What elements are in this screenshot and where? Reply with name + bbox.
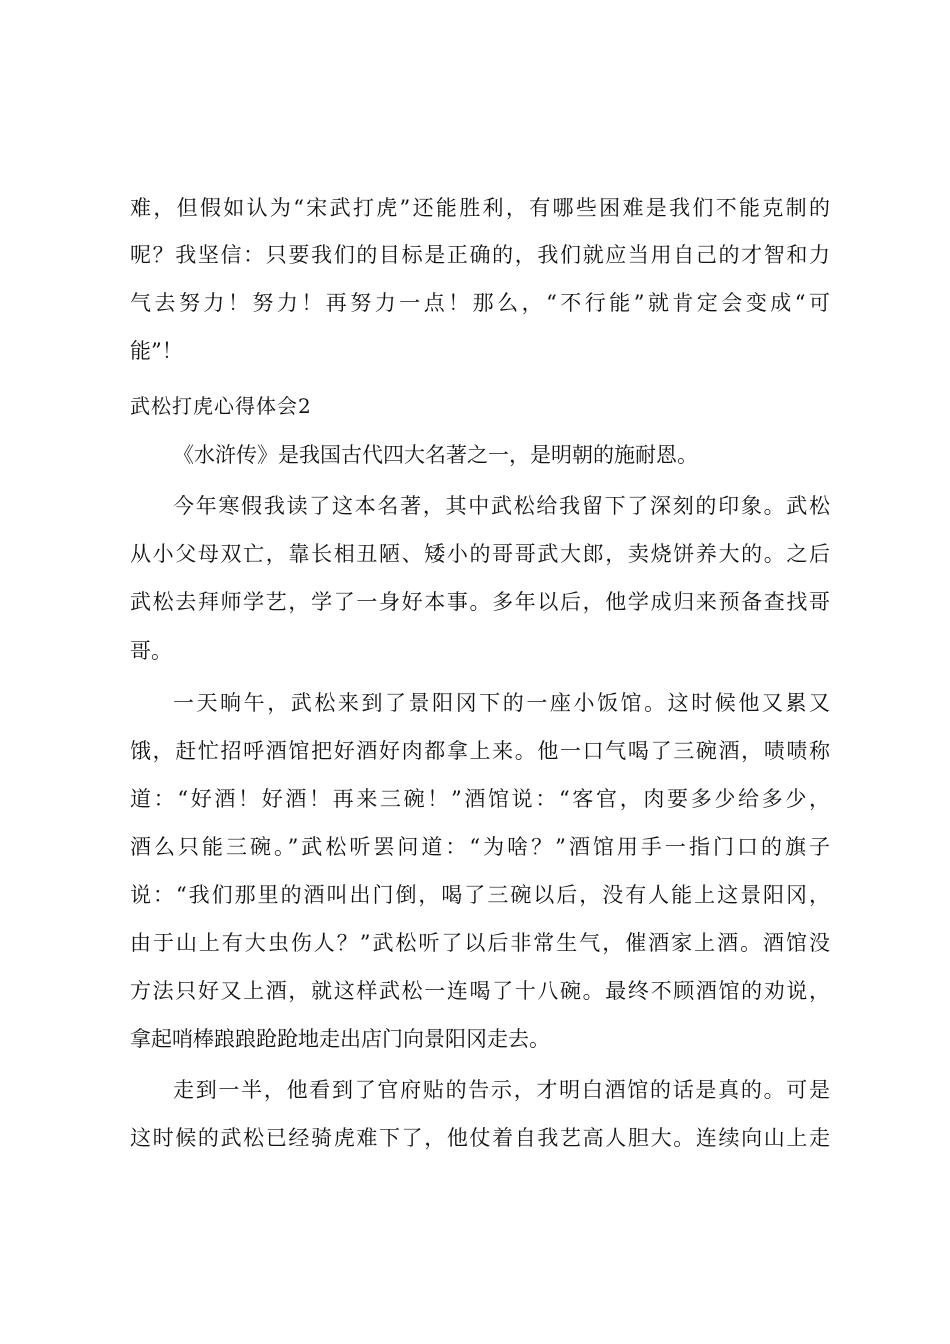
paragraph-line: 一天晌午，武松来到了景阳冈下的一座小饭馆。这时候他又累又 — [173, 691, 830, 715]
paragraph-line: 从小父母双亡，靠长相丑陋、矮小的哥哥武大郎，卖烧饼养大的。之后 — [130, 542, 830, 566]
paragraph-line: 说：“我们那里的酒叫出门倒，喝了三碗以后，没有人能上这景阳冈， — [130, 883, 830, 907]
text-line: 能”！ — [130, 339, 183, 363]
paragraph-line: 哥。 — [130, 639, 172, 663]
section-heading: 武松打虎心得体会2 — [130, 394, 312, 418]
paragraph-line: 酒么只能三碗。”武松听罢问道：“为啥？”酒馆用手一指门口的旗子 — [130, 835, 830, 859]
paragraph-line: 由于山上有大虫伤人？”武松听了以后非常生气，催酒家上酒。酒馆没 — [130, 931, 830, 955]
paragraph-line: 今年寒假我读了这本名著，其中武松给我留下了深刻的印象。武松 — [173, 494, 830, 518]
text-line: 呢？我坚信：只要我们的目标是正确的，我们就应当用自己的才智和力 — [130, 243, 830, 267]
paragraph-line: 武松去拜师学艺，学了一身好本事。多年以后，他学成归来预备查找哥 — [130, 590, 830, 614]
text-line: 难，但假如认为“宋武打虎”还能胜利，有哪些困难是我们不能克制的 — [130, 196, 830, 220]
paragraph-line: 走到一半，他看到了官府贴的告示，才明白酒馆的话是真的。可是 — [173, 1078, 830, 1102]
paragraph-line: 饿，赶忙招呼酒馆把好酒好肉都拿上来。他一口气喝了三碗酒，啧啧称 — [130, 739, 830, 763]
paragraph-line: 拿起哨棒踉踉跄跄地走出店门向景阳冈走去。 — [130, 1027, 550, 1051]
paragraph-line: 方法只好又上酒，就这样武松一连喝了十八碗。最终不顾酒馆的劝说， — [130, 979, 830, 1003]
paragraph-line: 道：“好酒！好酒！再来三碗！”酒馆说：“客官，肉要多少给多少， — [130, 787, 830, 811]
paragraph-line: 《水浒传》是我国古代四大名著之一，是明朝的施耐恩。 — [173, 443, 698, 467]
text-line: 气去努力！努力！再努力一点！那么，“不行能”就肯定会变成“可 — [130, 291, 830, 315]
paragraph-line: 这时候的武松已经骑虎难下了，他仗着自我艺高人胆大。连续向山上走 — [130, 1126, 830, 1150]
